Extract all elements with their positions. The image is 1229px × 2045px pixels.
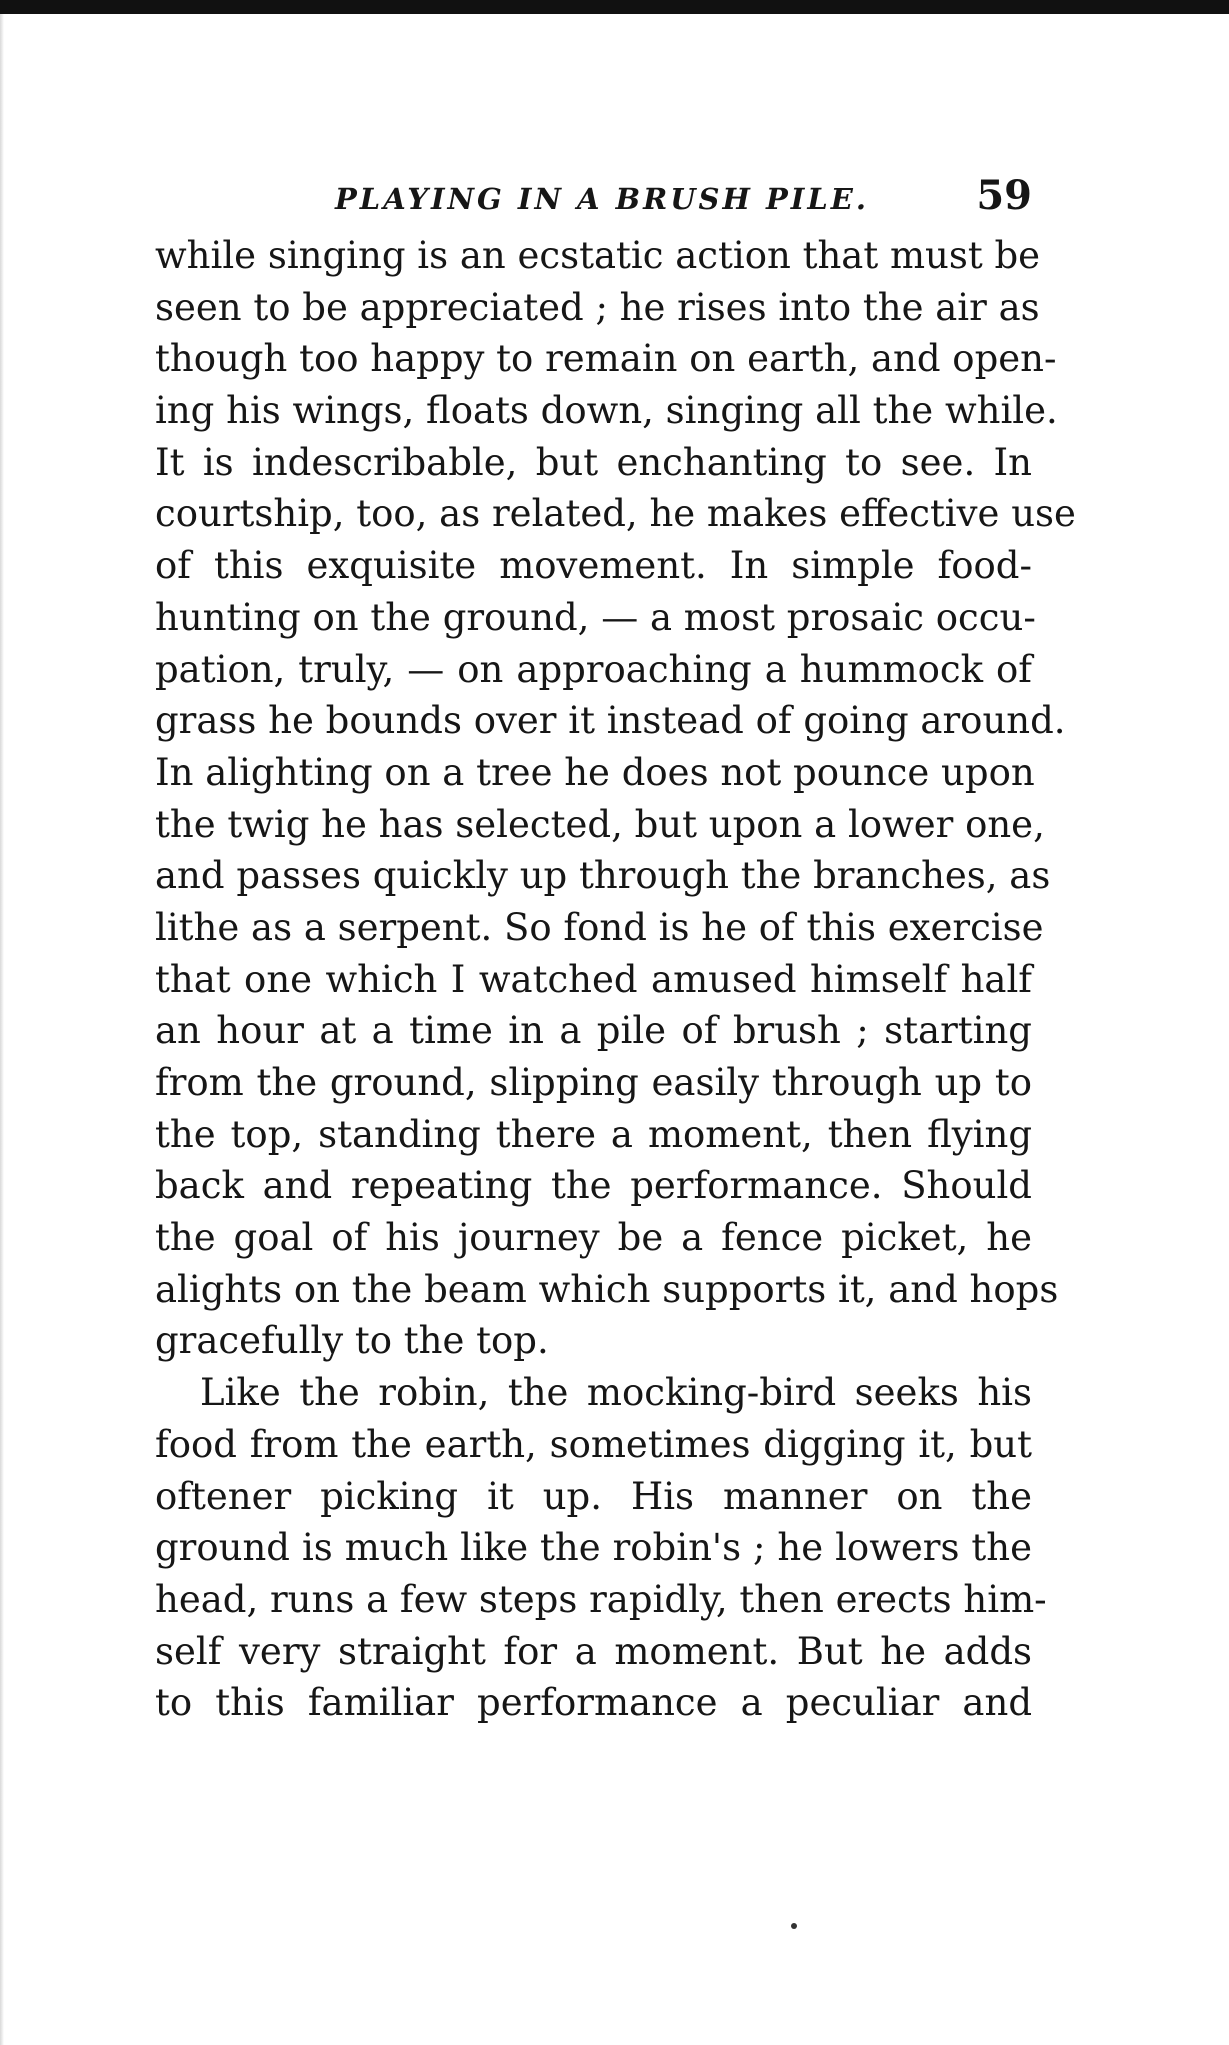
text-line: the twig he has selected, but upon a lower one, <box>155 802 1045 846</box>
text-line: the top, standing there a moment, then flying <box>155 1112 1032 1156</box>
text-line: It is indescribable, but enchanting to see. In <box>155 440 1032 484</box>
text-line: though too happy to remain on earth, and open- <box>155 337 1057 381</box>
book-page <box>155 170 1076 1729</box>
text-line: ground is much like the robin's ; he lowers the <box>155 1526 1032 1570</box>
text-line: head, runs a few steps rapidly, then erects him- <box>155 1577 1047 1621</box>
stray-ink-mark <box>791 1923 797 1929</box>
text-line: hunting on the ground, — a most prosaic occu- <box>155 595 1036 639</box>
running-title: PLAYING IN A BRUSH PILE. <box>335 182 869 216</box>
text-line: while singing is an ecstatic action that must be <box>155 234 1041 277</box>
text-line: an hour at a time in a pile of brush ; starting <box>155 1009 1032 1053</box>
text-line: grass he bounds over it instead of going around. <box>155 699 1066 743</box>
text-line: lithe as a serpent. So fond is he of this exercise <box>155 905 1044 949</box>
text-line: In alighting on a tree he does not pounce upon <box>155 750 1035 794</box>
text-line: courtship, too, as related, he makes effective use <box>155 492 1076 536</box>
text-line: Like the robin, the mocking-bird seeks his <box>200 1371 1032 1415</box>
page-number: 59 <box>976 172 1032 219</box>
text-line: gracefully to the top. <box>155 1319 549 1363</box>
text-line: oftener picking it up. His manner on the <box>155 1474 1032 1518</box>
page-header <box>155 170 1032 230</box>
text-line: that one which I watched amused himself half <box>155 957 1032 1001</box>
paragraph-1 <box>155 230 1076 1367</box>
text-line: from the ground, slipping easily through up to <box>155 1061 1032 1104</box>
scan-top-edge <box>0 0 1229 14</box>
text-line: and passes quickly up through the branches, as <box>155 854 1051 898</box>
text-line: ing his wings, floats down, singing all the while. <box>155 389 1058 433</box>
paragraph-2 <box>155 1367 1047 1729</box>
text-line: of this exquisite movement. In simple food- <box>155 544 1032 588</box>
text-line: self very straight for a moment. But he adds <box>155 1629 1032 1673</box>
text-line: food from the earth, sometimes digging it, but <box>155 1422 1032 1466</box>
text-line: to this familiar performance a peculiar and <box>155 1681 1032 1725</box>
text-line: back and repeating the performance. Should <box>155 1164 1032 1208</box>
text-line: seen to be appreciated ; he rises into the air as <box>155 285 1040 329</box>
text-line: alights on the beam which supports it, and hops <box>155 1267 1059 1311</box>
text-line: the goal of his journey be a fence picket, he <box>155 1216 1032 1260</box>
scan-left-edge <box>0 14 4 2045</box>
text-line: pation, truly, — on approaching a hummock of <box>155 647 1032 691</box>
